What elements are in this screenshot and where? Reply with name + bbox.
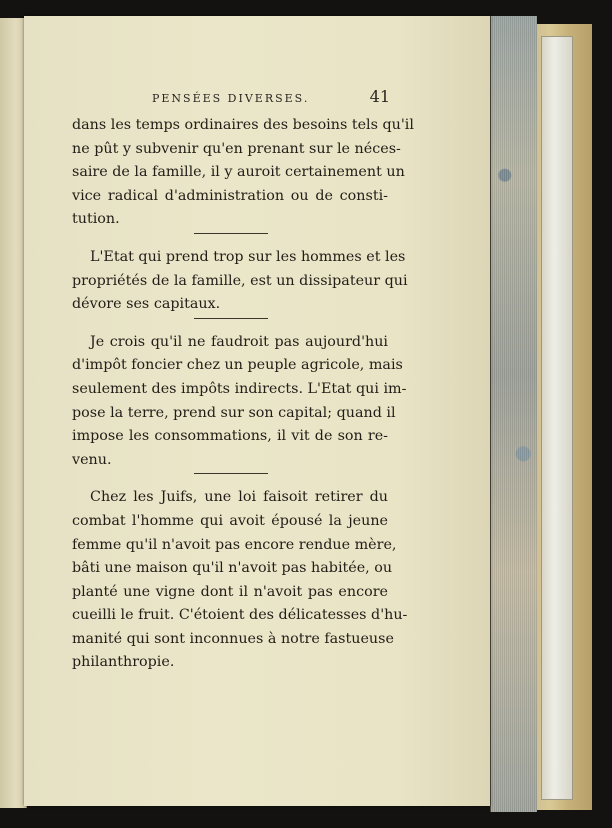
text-line: cueilli le fruit. C'étoient des délicatesses d'hu- [72,607,408,624]
text-line: bâti une maison qu'il n'avoit pas habitée, ou [72,560,393,577]
endpaper-edge [541,36,573,800]
text-line: femme qu'il n'avoit pas encore rendue mère, [72,536,397,553]
text-line: philanthropie. [72,654,175,671]
section-divider [194,318,268,319]
text-line: tution. [72,211,120,228]
previous-page-edge [0,18,27,808]
text-line: Chez les Juifs, une loi faisoit retirer du [90,489,388,506]
text-line: Je crois qu'il ne faudroit pas aujourd'hui [90,333,388,350]
page-header [152,89,390,109]
text-line: impose les consommations, il vit de son re- [72,428,388,445]
marbled-page-edges [490,16,537,812]
page-body [72,114,414,675]
text-line: d'impôt foncier chez un peuple agricole, mais [72,357,403,374]
text-line: seulement des impôts indirects. L'Etat qui im- [72,380,407,397]
paragraph [72,331,407,473]
text-line: dans les temps ordinaires des besoins tels qu'il [72,117,414,133]
text-line: pose la terre, prend sur son capital; quand il [72,404,396,421]
text-line: ne pût y subvenir qu'en prenant sur le néces- [72,140,401,157]
text-line: vice radical d'administration ou de consti- [72,187,388,204]
page-number: 41 [369,87,390,106]
text-line: planté une vigne dont il n'avoit pas encore [72,583,388,600]
text-line: propriétés de la famille, est un dissipateur qui [72,272,408,289]
text-line: venu. [72,451,112,468]
paragraph [72,486,408,675]
text-line: combat l'homme qui avoit épousé la jeune [72,512,388,529]
text-line: manité qui sont inconnues à notre fastueuse [72,630,394,647]
paragraph [72,246,408,317]
section-divider [194,233,268,234]
text-line: L'Etat qui prend trop sur les hommes et les [90,248,406,265]
paragraph [72,114,414,232]
text-line: saire de la famille, il y auroit certainement un [72,164,405,181]
running-head: PENSÉES DIVERSES. [152,92,310,105]
text-line: dévore ses capitaux. [72,296,221,313]
section-divider [194,473,268,474]
